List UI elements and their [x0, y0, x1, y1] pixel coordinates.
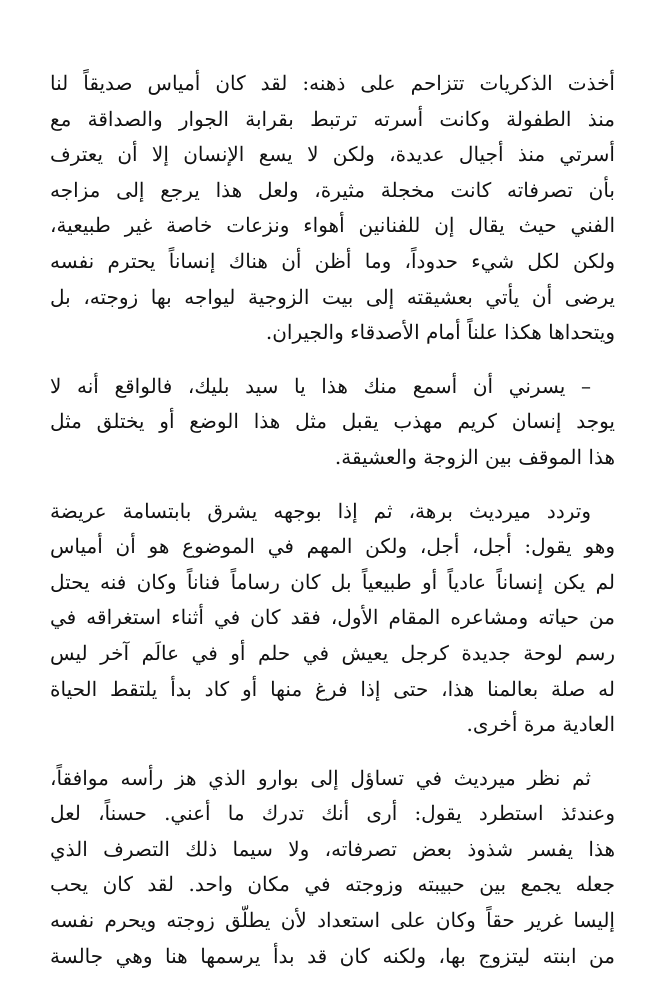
text-line: هذا يفسر شذوذ بعض تصرفاته، ولا سيما ذلك التصرف الذي: [50, 836, 615, 861]
text-line: من حياته ومشاعره المقام الأول، فقد كان في أثناء استغراقه في: [50, 605, 615, 630]
text-line: ويتحداها هكذا علناً أمام الأصدقاء والجيران.: [265, 320, 615, 345]
text-line: يرضى أن يأتي بعشيقته إلى بيت الزوجية ليواجه بها زوجته، بل: [50, 284, 615, 309]
text-line: ثم نظر ميرديث في تساؤل إلى بوارو الذي هز رأسه موافقاً،: [50, 765, 591, 790]
text-line: رسم لوحة جديدة كرجل يعيش في حلم أو في عالَم آخر ليس: [50, 640, 615, 665]
text-line: من ابنته ليتزوج بها، ولكنه كان قد بدأ يرسمها هنا وهي جالسة: [50, 943, 615, 968]
text-line: جعله يجمع بين حبيبته وزوجته في مكان واحد. لقد كان يحب: [50, 872, 615, 897]
text-line: وعندئذ استطرد يقول: أرى أنك تدرك ما أعني. حسناً، لعل: [50, 801, 615, 826]
text-line: أسرتي منذ أجيال عديدة، ولكن لا يسع الإنسان إلا أن يعترف: [50, 142, 615, 167]
text-line: أخذت الذكريات تتزاحم على ذهنه: لقد كان أمياس صديقاً لنا: [50, 71, 615, 95]
text-line: يوجد إنسان كريم مهذب يقبل مثل هذا الوضع أو يختلق مثل: [50, 409, 615, 434]
text-line: لم يكن إنساناً عادياً أو طبيعياً بل كان رساماً فناناً وكان فنه يحتل: [50, 569, 615, 594]
paragraph-gap: [50, 351, 615, 369]
text-line: العادية مرة أخرى.: [466, 712, 615, 737]
text-line: بأن تصرفاته كانت مخجلة مثيرة، ولعل هذا يرجع إلى مزاجه: [50, 177, 615, 202]
text-line: منذ الطفولة وكانت أسرته ترتبط بقرابة الجوار والصداقة مع: [50, 106, 615, 131]
text-line: هذا الموقف بين الزوجة والعشيقة.: [334, 444, 615, 469]
text-line: ولكن لكل شيء حدوداً، وما أظن أن هناك إنساناً يحترم نفسه: [50, 248, 615, 273]
text-line: – يسرني أن أسمع منك هذا يا سيد بليك، فالواقع أنه لا: [50, 373, 591, 398]
body-text: [50, 66, 615, 974]
text-line: وتردد ميرديث برهة، ثم إذا بوجهه يشرق بابتسامة عريضة: [50, 498, 591, 523]
text-line: وهو يقول: أجل، أجل، ولكن المهم في الموضوع هو أن أمياس: [50, 534, 615, 559]
paragraph-gap: [50, 476, 615, 494]
text-line: له صلة بعالمنا هذا، حتى إذا فرغ منها أو كاد بدأ يلتقط الحياة: [50, 676, 615, 701]
text-line: إليسا غرير حقاً وكان على استعداد لأن يطلّق زوجته ويحرم نفسه: [50, 908, 615, 933]
paragraph-gap: [50, 743, 615, 761]
text-line: الفني حيث يقال إن للفنانين أهواء ونزعات خاصة غير طبيعية،: [50, 213, 615, 238]
